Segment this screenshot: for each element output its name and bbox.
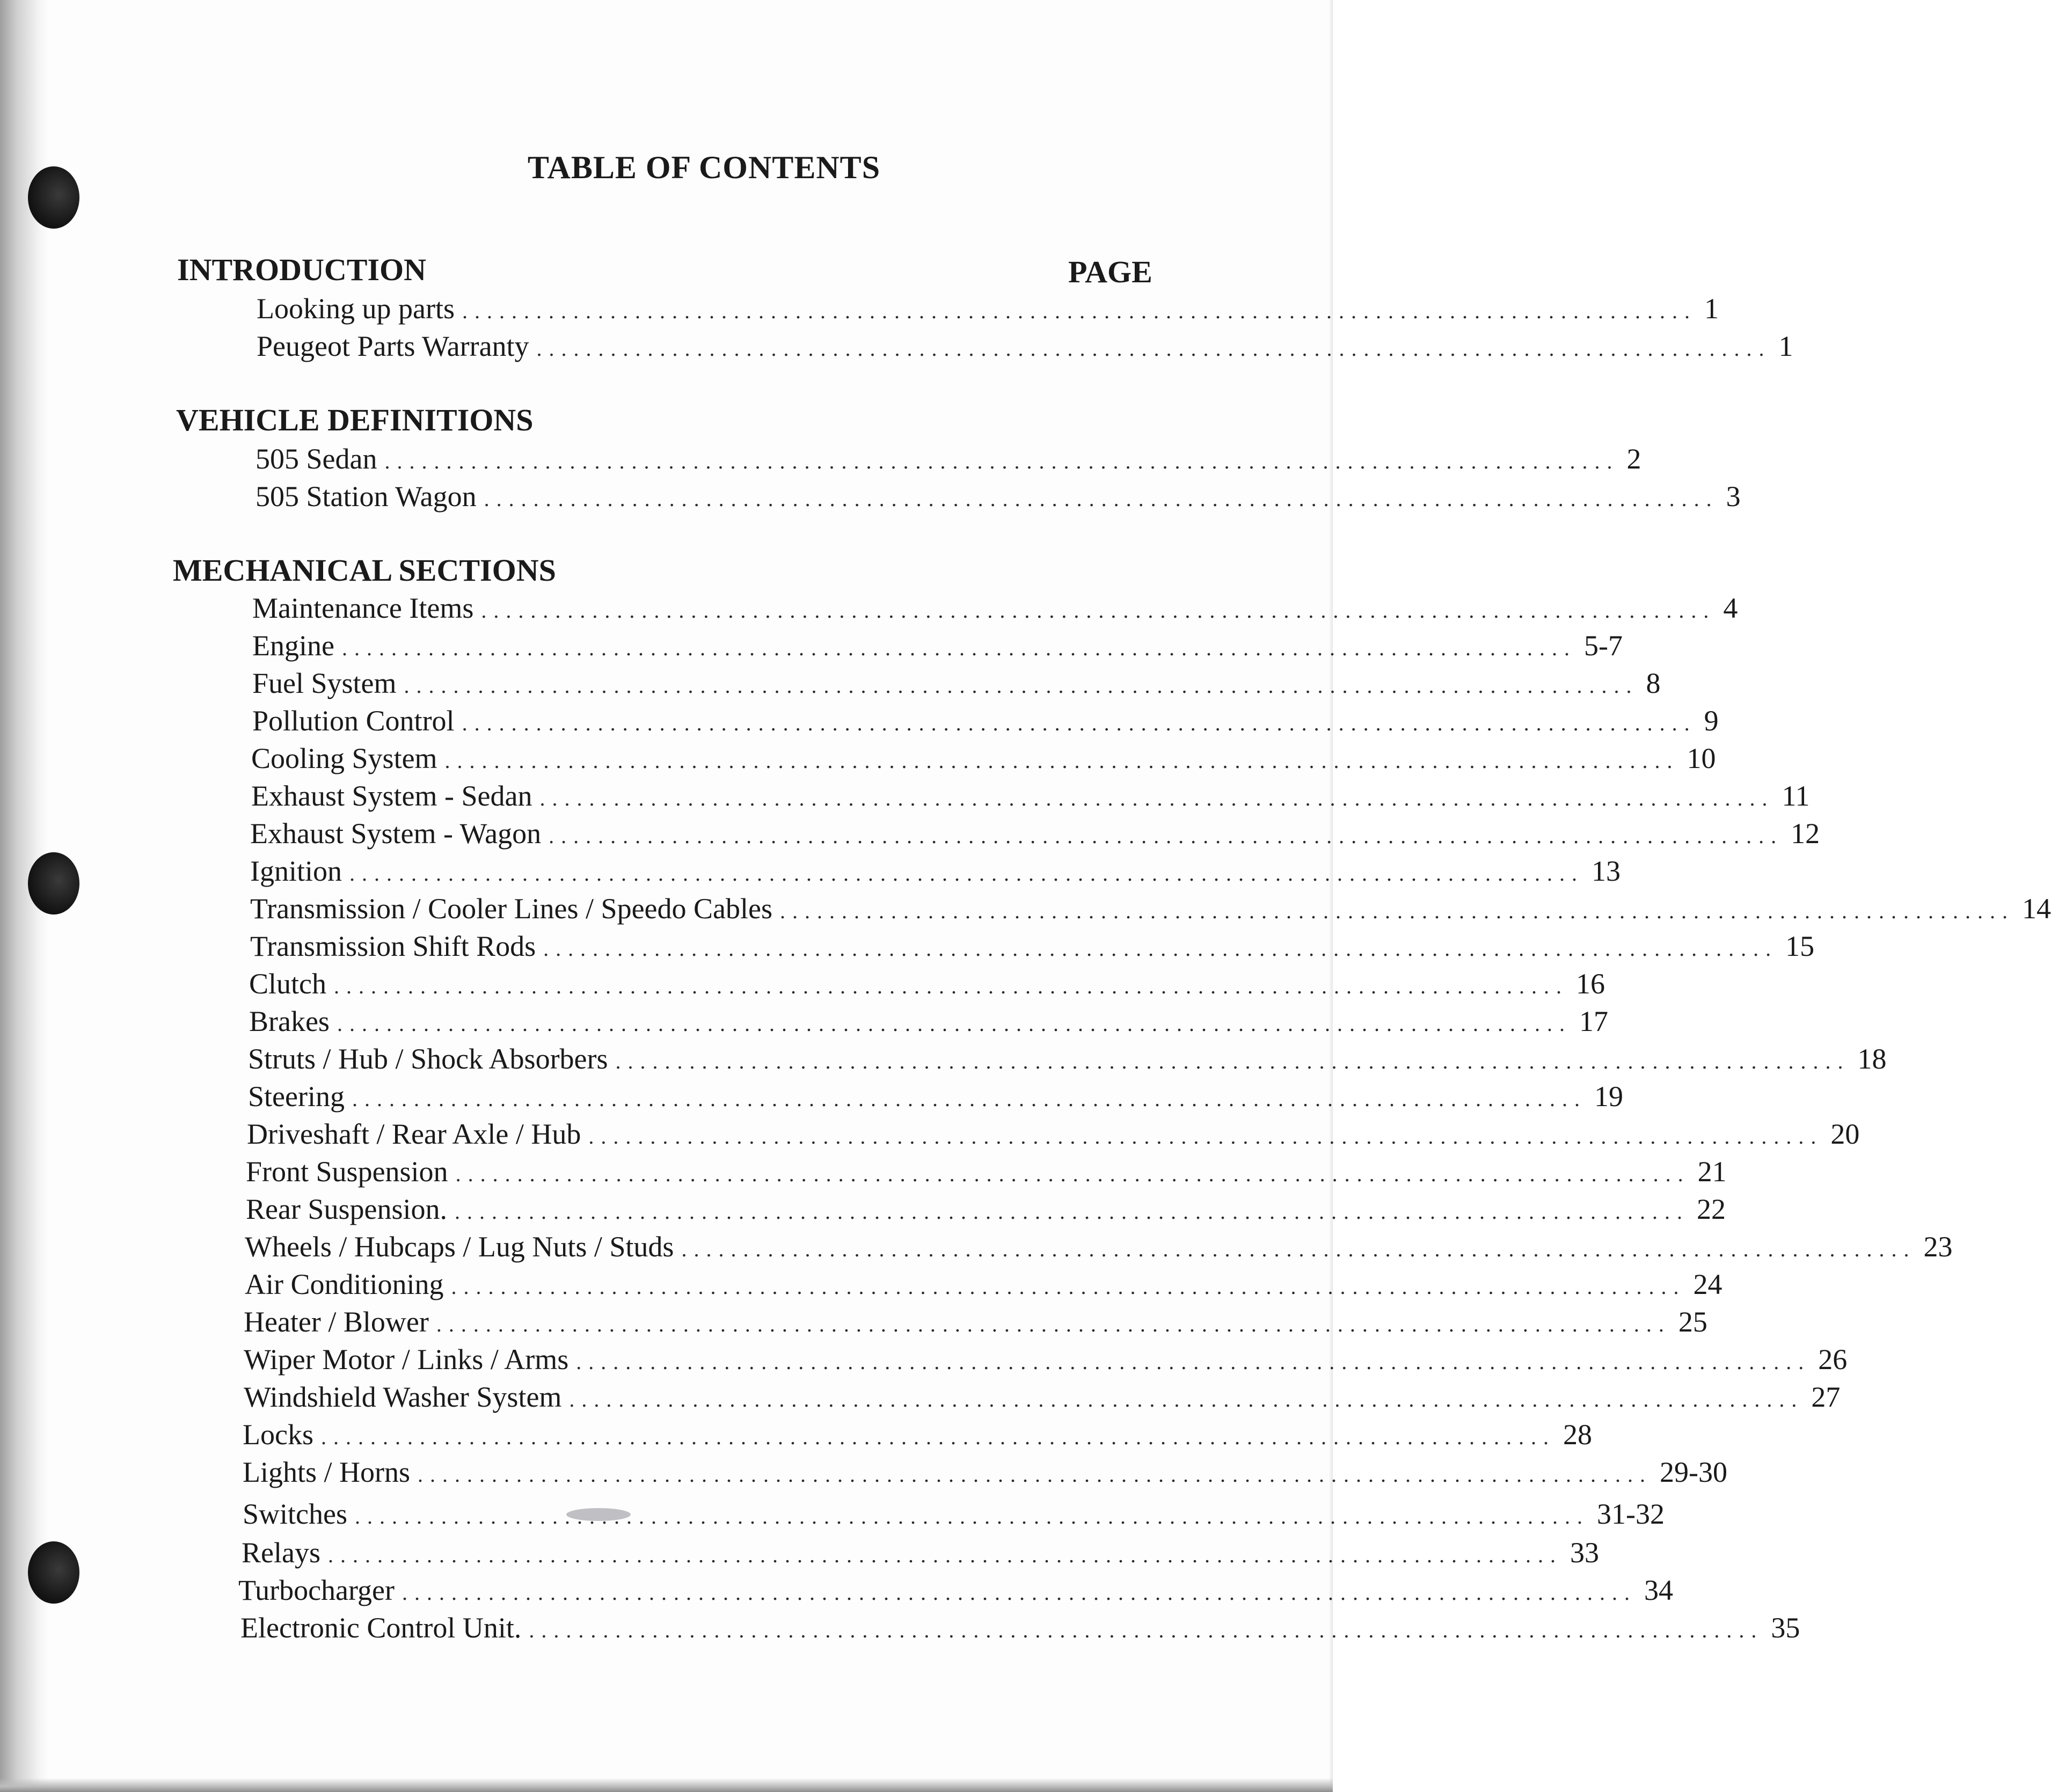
toc-entry-label: Locks bbox=[243, 1418, 313, 1451]
leader-dots: .................................................................................................... bbox=[404, 674, 1639, 698]
toc-entry-label: Maintenance Items bbox=[252, 592, 474, 624]
toc-entry-label: 505 Station Wagon bbox=[256, 480, 477, 513]
toc-entry-label: Rear Suspension. bbox=[246, 1193, 447, 1225]
toc-entry-label: Wheels / Hubcaps / Lug Nuts / Studs bbox=[245, 1231, 674, 1263]
toc-entry-label: Electronic Control Unit. bbox=[240, 1612, 522, 1644]
toc-entry[interactable] bbox=[246, 1190, 1726, 1228]
toc-entry-label: Peugeot Parts Warranty bbox=[257, 330, 529, 362]
toc-entry-label: Cooling System bbox=[251, 742, 437, 774]
toc-entry[interactable] bbox=[250, 927, 1815, 965]
toc-entry-page: 17 bbox=[1579, 1005, 1608, 1037]
toc-entry-label: Ignition bbox=[250, 855, 342, 887]
leader-dots: .................................................................................................... bbox=[384, 449, 1619, 473]
toc-entry[interactable] bbox=[257, 290, 1719, 327]
leader-dots: .................................................................................................... bbox=[327, 1543, 1563, 1567]
leader-dots: .................................................................................................... bbox=[341, 636, 1576, 660]
toc-entry-page: 24 bbox=[1693, 1268, 1722, 1300]
toc-entry[interactable] bbox=[244, 1341, 1848, 1378]
toc-entry-label: Turbocharger bbox=[238, 1574, 395, 1606]
leader-dots: .................................................................................................... bbox=[402, 1581, 1637, 1605]
toc-entry[interactable] bbox=[252, 627, 1623, 664]
punch-hole-bottom bbox=[28, 1541, 79, 1604]
toc-entry-page: 13 bbox=[1592, 855, 1621, 887]
toc-entry-page: 16 bbox=[1576, 968, 1605, 1000]
toc-entry-page: 8 bbox=[1646, 667, 1661, 699]
toc-entry-page: 35 bbox=[1771, 1612, 1800, 1644]
toc-entry-label: Air Conditioning bbox=[245, 1268, 444, 1300]
toc-entry-page: 27 bbox=[1811, 1381, 1841, 1413]
leader-dots: .................................................................................................... bbox=[462, 299, 1697, 323]
toc-entry-label: Wiper Motor / Links / Arms bbox=[244, 1343, 569, 1376]
toc-entry[interactable] bbox=[245, 1266, 1722, 1303]
leader-dots: .................................................................................................... bbox=[436, 1312, 1671, 1336]
leader-dots: .................................................................................................... bbox=[576, 1350, 1811, 1374]
toc-entry[interactable] bbox=[240, 1609, 1800, 1647]
toc-entry-page: 2 bbox=[1626, 443, 1641, 475]
leader-dots: .................................................................................................... bbox=[481, 598, 1716, 623]
toc-entry-page: 34 bbox=[1644, 1574, 1673, 1606]
leader-dots: .................................................................................................... bbox=[349, 861, 1584, 886]
toc-entry-page: 29-30 bbox=[1660, 1456, 1727, 1488]
toc-entry-label: Driveshaft / Rear Axle / Hub bbox=[247, 1118, 581, 1150]
page-column-heading: PAGE bbox=[1068, 254, 1152, 289]
toc-entry-label: Exhaust System - Wagon bbox=[250, 817, 542, 850]
toc-entry[interactable] bbox=[252, 589, 1738, 627]
toc-entry-label: Exhaust System - Sedan bbox=[251, 780, 532, 812]
toc-entry-page: 22 bbox=[1696, 1193, 1726, 1225]
leader-dots: .................................................................................................... bbox=[484, 487, 1719, 511]
toc-entry-page: 25 bbox=[1678, 1306, 1707, 1338]
leader-dots: .................................................................................................... bbox=[462, 711, 1697, 735]
toc-entry-page: 31-32 bbox=[1597, 1498, 1665, 1530]
toc-entry-label: Pollution Control bbox=[252, 705, 455, 737]
leader-dots: .................................................................................................... bbox=[536, 337, 1771, 361]
leader-dots: .................................................................................................... bbox=[444, 749, 1680, 773]
toc-entry-label: Switches bbox=[243, 1498, 347, 1530]
toc-entry[interactable] bbox=[248, 1040, 1887, 1078]
toc-entry-page: 33 bbox=[1570, 1537, 1599, 1569]
leader-dots: .................................................................................................... bbox=[588, 1124, 1823, 1149]
leader-dots: .................................................................................................... bbox=[549, 824, 1784, 848]
leader-dots: .................................................................................................... bbox=[334, 974, 1568, 998]
toc-entry-label: Brakes bbox=[249, 1005, 330, 1037]
leader-dots: .................................................................................................... bbox=[539, 786, 1775, 810]
toc-entry[interactable] bbox=[242, 1534, 1599, 1571]
toc-entry-page: 14 bbox=[2021, 893, 2051, 925]
leader-dots: .................................................................................................... bbox=[418, 1462, 1653, 1487]
section-heading-vehicle-definitions: VEHICLE DEFINITIONS bbox=[176, 403, 534, 437]
toc-entry-label: Transmission Shift Rods bbox=[250, 930, 536, 962]
toc-entry[interactable] bbox=[250, 815, 1820, 852]
toc-entry[interactable] bbox=[248, 1078, 1623, 1115]
toc-entry-page: 5-7 bbox=[1583, 630, 1623, 662]
toc-entry-label: Transmission / Cooler Lines / Speedo Cables bbox=[250, 893, 772, 925]
toc-entry-label: Heater / Blower bbox=[244, 1306, 429, 1338]
toc-entry[interactable] bbox=[247, 1115, 1860, 1153]
toc-entry-page: 23 bbox=[1923, 1231, 1953, 1263]
toc-entry[interactable] bbox=[243, 1495, 1665, 1533]
toc-entry[interactable] bbox=[243, 1416, 1592, 1453]
toc-entry-label: Struts / Hub / Shock Absorbers bbox=[248, 1043, 608, 1075]
toc-entry-label: Fuel System bbox=[252, 667, 397, 699]
toc-entry[interactable] bbox=[250, 852, 1621, 890]
toc-entry-label: Relays bbox=[242, 1537, 320, 1569]
toc-entry-page: 9 bbox=[1704, 705, 1719, 737]
leader-dots: .................................................................................................... bbox=[337, 1012, 1572, 1036]
toc-entry-page: 20 bbox=[1830, 1118, 1860, 1150]
toc-entry-page: 1 bbox=[1778, 330, 1793, 362]
toc-entry-page: 18 bbox=[1857, 1043, 1887, 1075]
toc-entry-page: 19 bbox=[1594, 1080, 1623, 1113]
toc-entry-page: 21 bbox=[1697, 1155, 1727, 1188]
toc-entry-label: Steering bbox=[248, 1080, 345, 1113]
leader-dots: .................................................................................................... bbox=[681, 1237, 1916, 1261]
leader-dots: .................................................................................................... bbox=[529, 1618, 1764, 1642]
toc-entry-label: Clutch bbox=[249, 968, 326, 1000]
toc-entry[interactable] bbox=[246, 1153, 1727, 1190]
toc-entry-page: 3 bbox=[1726, 480, 1741, 513]
toc-entry[interactable] bbox=[250, 890, 2051, 927]
toc-entry[interactable] bbox=[251, 777, 1810, 815]
toc-entry-page: 4 bbox=[1723, 592, 1738, 624]
leader-dots: .................................................................................................... bbox=[779, 899, 2014, 923]
leader-dots: .................................................................................................... bbox=[320, 1425, 1556, 1449]
toc-entry[interactable] bbox=[244, 1303, 1707, 1341]
toc-entry-page: 26 bbox=[1818, 1343, 1848, 1376]
page-bottom-edge bbox=[0, 1778, 1333, 1792]
toc-entry[interactable] bbox=[252, 702, 1719, 740]
toc-entry[interactable] bbox=[249, 1003, 1608, 1040]
section-heading-introduction: INTRODUCTION bbox=[177, 252, 427, 287]
toc-entry-label: Front Suspension bbox=[246, 1155, 448, 1188]
leader-dots: .................................................................................................... bbox=[615, 1049, 1850, 1073]
toc-entry-page: 28 bbox=[1563, 1418, 1592, 1451]
toc-entry[interactable] bbox=[257, 327, 1793, 365]
leader-dots: .................................................................................................... bbox=[454, 1199, 1689, 1224]
leader-dots: .................................................................................................... bbox=[455, 1162, 1690, 1186]
toc-entry[interactable] bbox=[238, 1571, 1673, 1609]
leader-dots: .................................................................................................... bbox=[451, 1275, 1686, 1299]
toc-entry[interactable] bbox=[256, 440, 1641, 478]
leader-dots: .................................................................................................... bbox=[352, 1087, 1587, 1111]
toc-entry[interactable] bbox=[245, 1228, 1953, 1266]
toc-entry[interactable] bbox=[243, 1453, 1727, 1491]
toc-entry[interactable] bbox=[256, 478, 1741, 515]
section-heading-mechanical-sections: MECHANICAL SECTIONS bbox=[173, 553, 556, 588]
page-title: TABLE OF CONTENTS bbox=[527, 150, 881, 185]
toc-entry-page: 12 bbox=[1791, 817, 1820, 850]
leader-dots: .................................................................................................... bbox=[569, 1387, 1804, 1411]
toc-entry-label: Lights / Horns bbox=[243, 1456, 411, 1488]
toc-entry-label: 505 Sedan bbox=[256, 443, 377, 475]
toc-entry-label: Engine bbox=[252, 630, 334, 662]
leader-dots: .................................................................................................... bbox=[543, 937, 1778, 961]
toc-entry[interactable] bbox=[251, 740, 1716, 777]
toc-entry[interactable] bbox=[249, 965, 1605, 1003]
toc-entry[interactable] bbox=[252, 664, 1661, 702]
toc-entry-page: 11 bbox=[1782, 780, 1810, 812]
toc-entry-page: 1 bbox=[1704, 292, 1719, 325]
toc-entry[interactable] bbox=[244, 1378, 1841, 1416]
toc-entry-label: Looking up parts bbox=[257, 292, 455, 325]
toc-entry-label: Windshield Washer System bbox=[244, 1381, 562, 1413]
toc-entry-page: 10 bbox=[1687, 742, 1716, 774]
toc-entry-page: 15 bbox=[1785, 930, 1815, 962]
punch-hole-middle bbox=[28, 852, 79, 915]
leader-dots: .................................................................................................... bbox=[355, 1504, 1589, 1528]
